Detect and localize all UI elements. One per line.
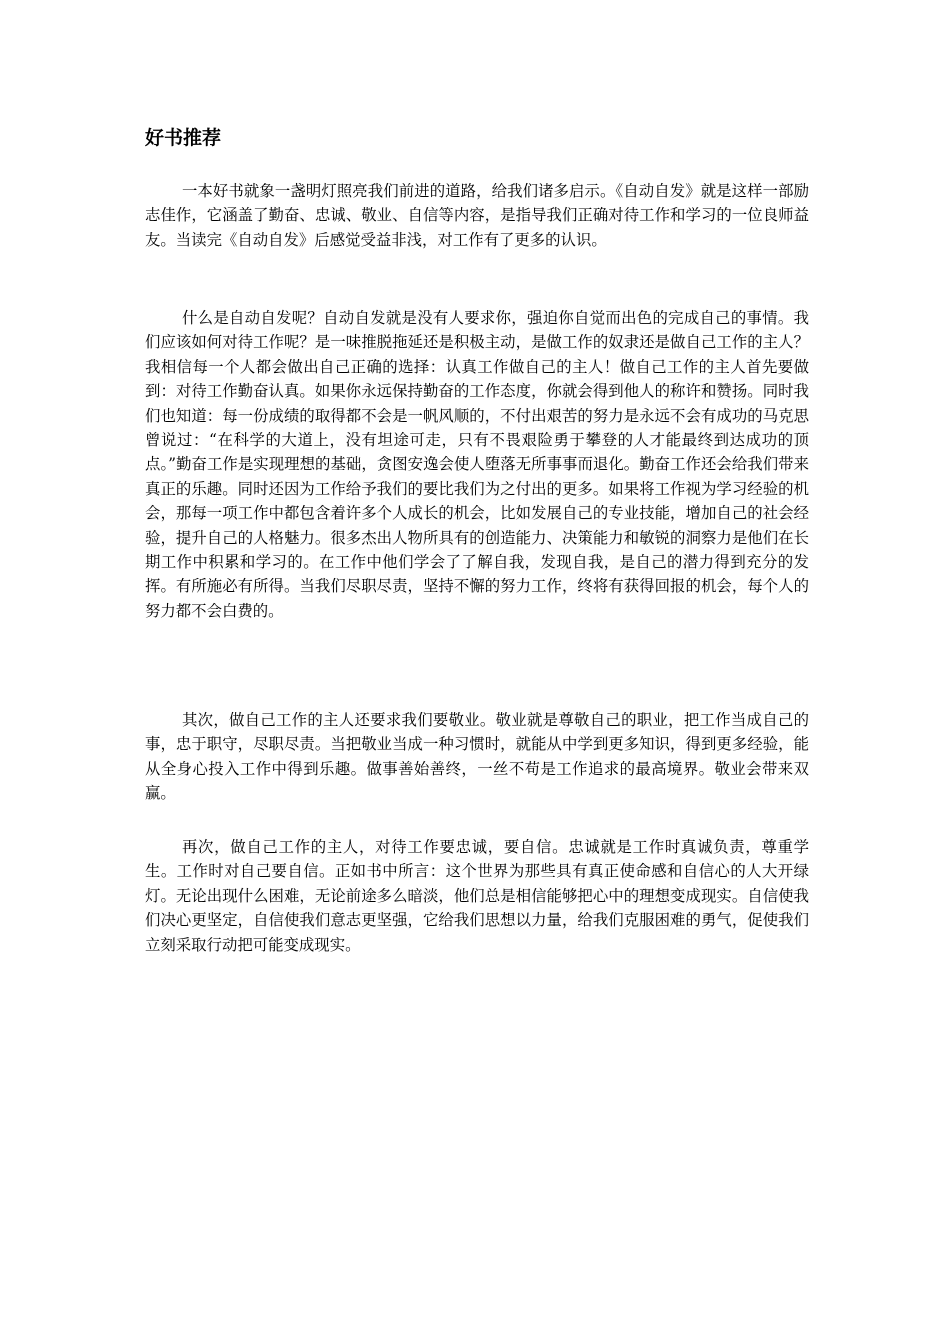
document-title: 好书推荐 — [145, 127, 222, 149]
paragraph-dedication: 其次，做自己工作的主人还要求我们要敬业。敬业就是尊敬自己的职业，把工作当成自己的事，忠于职守，尽职尽责。当把敬业当成一种习惯时，就能从中学到更多知识，得到更多经验，能从全身心投入工作中得到乐趣。做事善始善终，一丝不苟是工作追求的最高境界。敬业会带来双赢。 — [145, 711, 809, 803]
paragraph-intro: 一本好书就象一盏明灯照亮我们前进的道路，给我们诸多启示。《自动自发》就是这样一部励志佳作，它涵盖了勤奋、忠诚、敬业、自信等内容，是指导我们正确对待工作和学习的一位良师益友。当读完《自动自发》后感觉受益非浅，对工作有了更多的认识。 — [145, 182, 809, 249]
paragraph-loyalty-confidence: 再次，做自己工作的主人，对待工作要忠诚，要自信。忠诚就是工作时真诚负责，尊重学生。工作时对自己要自信。正如书中所言：这个世界为那些具有真正使命感和自信心的人大开绿灯。无论出现什么困难，无论前途多么暗淡，他们总是相信能够把心中的理想变成现实。自信使我们决心更坚定，自信使我们意志更坚强，它给我们思想以力量，给我们克服困难的勇气，促使我们立刻采取行动把可能变成现实。 — [145, 838, 809, 954]
paragraph-diligence: 什么是自动自发呢？自动自发就是没有人要求你，强迫你自觉而出色的完成自己的事情。我们应该如何对待工作呢？是一味推脱拖延还是积极主动，是做工作的奴隶还是做自己工作的主人？我相信每一个人都会做出自己正确的选择：认真工作做自己的主人！做自己工作的主人首先要做到：对待工作勤奋认真。如果你永远保持勤奋的工作态度，你就会得到他人的称许和赞扬。同时我们也知道：每一份成绩的取得都不会是一帆风顺的，不付出艰苦的努力是永远不会有成功的马克思曾说过：“在科学的大道上，没有坦途可走，只有不畏艰险勇于攀登的人才能最终到达成功的顶点。”勤奋工作是实现理想的基础，贪图安逸会使人堕落无所事事而退化。勤奋工作还会给我们带来真正的乐趣。同时还因为工作给予我们的要比我们为之付出的更多。如果将工作视为学习经验的机会，那每一项工作中都包含着许多个人成长的机会，比如发展自己的专业技能，增加自己的社会经验，提升自己的人格魅力。很多杰出人物所具有的创造能力、决策能力和敏锐的洞察力是他们在长期工作中积累和学习的。在工作中他们学会了了解自我，发现自我，是自己的潜力得到充分的发挥。有所施必有所得。当我们尽职尽责，坚持不懈的努力工作，终将有获得回报的机会，每个人的努力都不会白费的。 — [145, 309, 809, 620]
